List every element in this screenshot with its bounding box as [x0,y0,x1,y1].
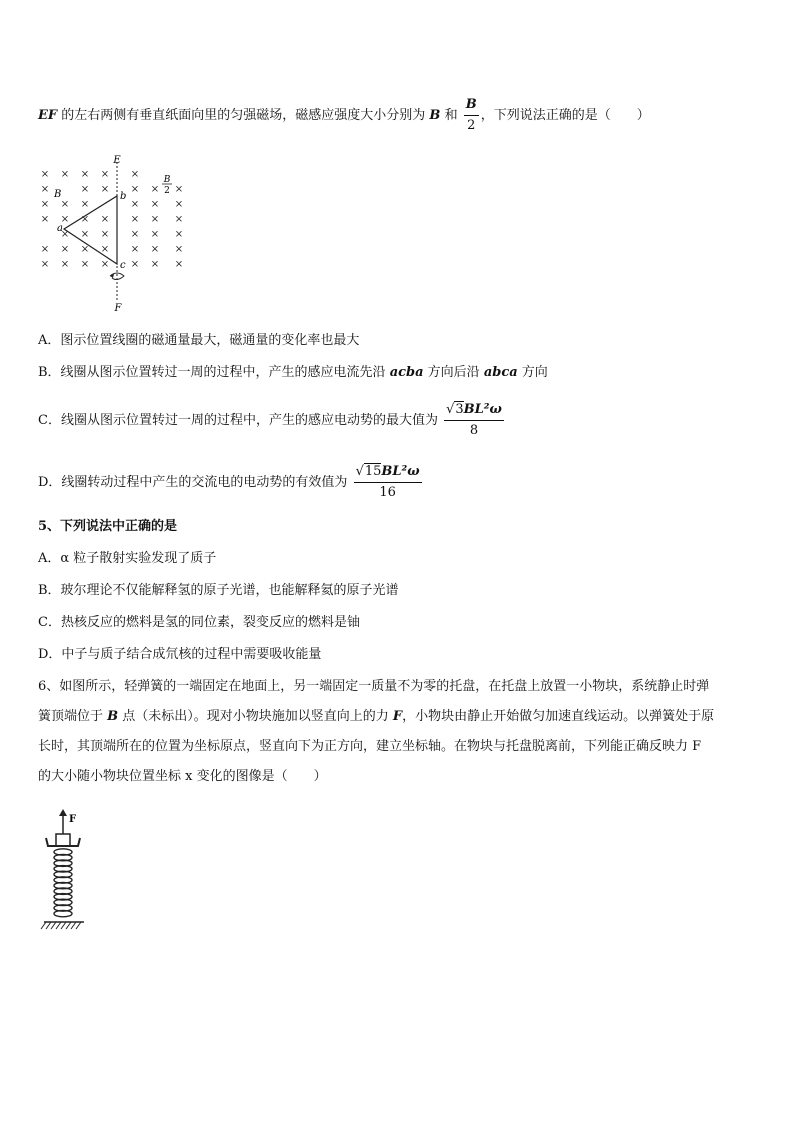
field-cross: × [80,184,90,195]
field-cross: × [80,244,90,255]
q6-line-3: 长时，其顶端所在的位置为坐标原点，竖直向下为正方向，建立坐标轴。在物块与托盘脱离前，下列能正确反映力 F [38,739,702,754]
q4-stem-tail: ，下列说法正确的是（ ） [480,108,650,123]
field-cross: × [40,259,50,270]
q4-option-d-pre: D．线圈转动过程中产生的交流电的电动势的有效值为 [38,475,348,490]
q5-stem: 5、下列说法中正确的是 [38,519,178,534]
field-cross: × [60,259,70,270]
hatch-stroke [61,922,66,929]
field-cross: × [80,259,90,270]
label-b: b [120,191,127,202]
field-cross: × [130,259,140,270]
label-f: F [114,303,122,314]
field-cross: × [130,184,140,195]
q4-option-b-mid: 方向后沿 [423,365,484,380]
q4-option-c [38,400,506,441]
ground-hatch [41,922,81,929]
field-cross: × [80,199,90,210]
field-cross: × [130,229,140,240]
q4-option-b-pre: B．线圈从图示位置转过一周的过程中，产生的感应电流先沿 [38,365,390,380]
field-cross: × [40,214,50,225]
label-e: E [113,155,121,166]
q6-line2-mid: 点（未标出）。现对小物块施加以竖直向上的力 [118,709,393,724]
q5-option-d: D．中子与质子结合成氘核的过程中需要吸收能量 [38,647,322,662]
small-block [56,834,70,846]
field-cross: × [40,184,50,195]
field-cross: × [150,244,160,255]
hatch-stroke [76,922,81,929]
field-cross: × [100,229,110,240]
field-cross: × [130,169,140,180]
q4-option-d [38,462,424,503]
q4-option-c-root: 3 [455,402,464,417]
field-cross: × [150,184,160,195]
hatch-stroke [46,922,51,929]
q4-frac-den: 2 [467,118,476,133]
q5-option-c: C．热核反应的燃料是氢的同位素，裂变反应的燃料是铀 [38,615,360,630]
q5-option-b: B．玻尔理论不仅能解释氢的原子光谱，也能解释氦的原子光谱 [38,583,399,598]
q4-frac-num: B [464,95,479,116]
field-cross: × [174,229,184,240]
field-cross: × [60,199,70,210]
field-cross: × [130,214,140,225]
field-cross: × [80,169,90,180]
q4-option-c-pre: C．线圈从图示位置转过一周的过程中，产生的感应电动势的最大值为 [38,413,438,428]
q4-option-d-root: 15 [364,464,382,479]
spring-figure [36,806,96,936]
field-cross: × [174,244,184,255]
q4-option-b-post: 方向 [517,365,548,380]
q4-option-d-num: √15BL²ω [354,462,422,483]
field-cross: × [100,184,110,195]
q6-line2-pre: 簧顶端位于 [38,709,108,724]
label-c: c [120,260,126,271]
label-force-f: F [69,814,77,825]
field-cross: × [40,199,50,210]
label-a: a [57,223,63,234]
q4-and: 和 [444,108,458,123]
field-cross: × [174,199,184,210]
q6-line2-f: F [392,709,403,724]
q4-option-c-den: 8 [469,423,479,438]
field-cross: × [150,259,160,270]
spring-coil [54,849,72,917]
q6-line-4: 的大小随小物块位置坐标 x 变化的图像是（ ） [38,769,327,784]
label-b-right-den: 2 [164,186,170,196]
q4-option-d-den: 16 [379,485,396,500]
field-cross: × [100,214,110,225]
hatch-stroke [71,922,76,929]
q4-fraction-b-over-2 [464,95,479,136]
hatch-stroke [56,922,61,929]
field-cross: × [130,244,140,255]
field-cross: × [100,244,110,255]
field-cross: × [174,259,184,270]
q6-line2-b: B [107,709,119,724]
q4-option-b [38,364,548,382]
label-b-left: B [54,189,62,200]
field-cross: × [40,244,50,255]
field-cross: × [60,244,70,255]
q4-option-c-fraction [444,400,504,441]
q4-option-a: A．图示位置线圈的磁通量最大，磁通量的变化率也最大 [38,333,360,348]
q4-stem [38,95,650,136]
hatch-stroke [41,922,46,929]
field-cross: × [80,214,90,225]
q4-stem-text: 的左右两侧有垂直纸面向里的匀强磁场，磁感应强度大小分别为 [57,108,426,123]
field-cross: × [130,199,140,210]
field-cross: × [100,169,110,180]
q4-option-c-rest: BL²ω [463,402,502,417]
q4-option-d-fraction [354,462,422,503]
q6-line-1: 6、如图所示，轻弹簧的一端固定在地面上，另一端固定一质量不为零的托盘，在托盘上放置一小物块，系统静止时弹 [38,679,710,694]
q4-option-c-num: √3BL²ω [444,400,504,421]
field-cross: × [60,229,70,240]
field-cross-marks [41,169,183,270]
q6-line2-post: ，小物块由静止开始做匀加速直线运动。以弹簧处于原 [402,709,715,724]
q4-option-b-acba: acba [389,365,424,380]
q4-option-b-abca: abca [483,365,518,380]
field-cross: × [150,214,160,225]
field-cross: × [40,169,50,180]
field-cross: × [174,214,184,225]
field-cross: × [174,184,184,195]
hatch-stroke [51,922,56,929]
field-cross: × [60,169,70,180]
label-b-right-num: B [163,175,171,185]
field-cross: × [100,259,110,270]
field-cross: × [80,229,90,240]
field-cross: × [60,214,70,225]
field-cross: × [150,199,160,210]
hatch-stroke [66,922,71,929]
q4-var-b: B [429,108,441,123]
q6-line-2 [38,708,714,726]
q4-stem-label: EF [38,108,58,123]
q4-option-d-rest: BL²ω [381,464,420,479]
magnetic-field-figure [36,152,196,317]
field-cross: × [150,229,160,240]
q5-option-a: A．α 粒子散射实验发现了质子 [38,551,217,566]
